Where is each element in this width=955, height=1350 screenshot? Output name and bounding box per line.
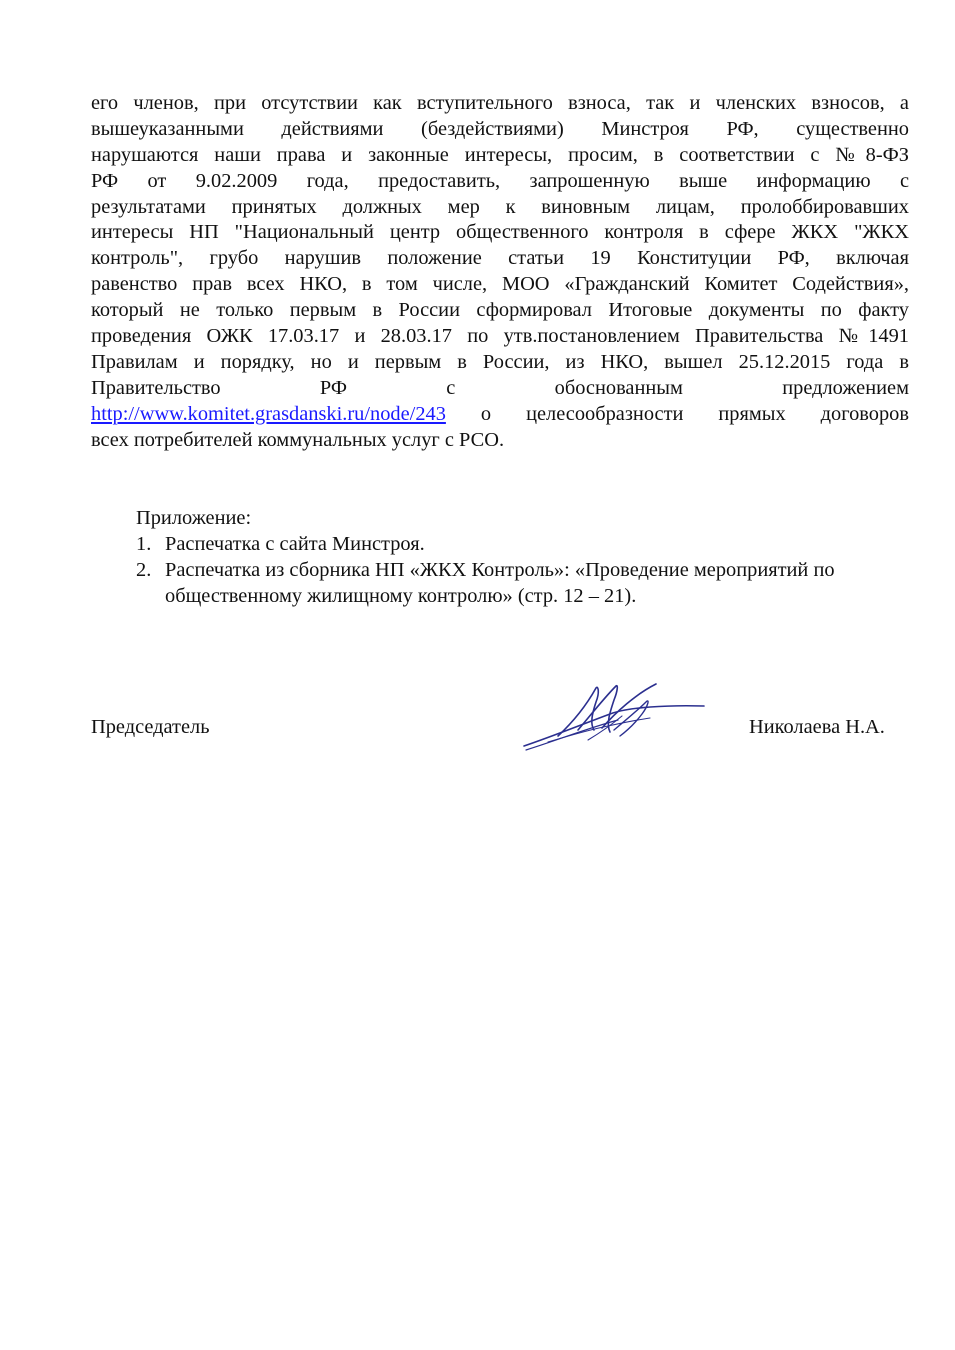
handwritten-signature: [518, 680, 708, 755]
signatory-name: Николаева Н.А.: [749, 716, 885, 738]
body-line: результатами принятых должных мер к виновным лицам, пролоббировавших: [91, 195, 909, 218]
body-line-with-link: [91, 402, 909, 428]
body-line: РФ от 9.02.2009 года, предоставить, запрошенную выше информацию с: [91, 169, 909, 192]
body-line: Правилам и порядку, но и первым в России, из НКО, вышел 25.12.2015 года в: [91, 350, 909, 373]
body-line: контроль", грубо нарушив положение статьи 19 Конституции РФ, включая: [91, 247, 909, 270]
body-line: нарушаются наши права и законные интересы, просим, в соответствии с №8-ФЗ: [91, 143, 909, 166]
body-line: вышеуказанными действиями (бездействиями) Минстроя РФ, существенно: [91, 117, 909, 140]
body-line: его членов, при отсутствии как вступительного взноса, так и членских взносов, а: [91, 92, 909, 114]
after-link-text: о целесообразности прямых договоров: [445, 402, 909, 425]
body-line: Правительство РФ с обоснованным предложением: [91, 376, 909, 399]
body-line: интересы НП "Национальный центр общественного контроля в сфере ЖКХ "ЖКХ: [91, 221, 909, 244]
appendix-title: Приложение:: [136, 507, 252, 529]
appendix-item: [136, 557, 911, 609]
appendix: [136, 505, 911, 609]
body-line-last: всех потребителей коммунальных услуг с РСО.: [91, 428, 505, 451]
appendix-item: [136, 531, 911, 557]
appendix-item-text: Распечатка из сборника НП «ЖКХ Контроль»: «Проведение мероприятий по: [165, 559, 835, 581]
appendix-item-text: общественному жилищному контролю» (стр. 12 – 21).: [165, 585, 637, 607]
komitet-link[interactable]: http://www.komitet.grasdanski.ru/node/243: [91, 402, 446, 425]
chairman-label: Председатель: [91, 716, 210, 738]
appendix-item-text: Распечатка с сайта Минстроя.: [165, 533, 425, 555]
appendix-item-number: 2.: [136, 559, 152, 581]
body-line: который не только первым в России сформировал Итоговые документы по факту: [91, 299, 909, 322]
letter-body: [91, 91, 909, 453]
body-line: равенство прав всех НКО, в том числе, МОО «Гражданский Комитет Содействия»,: [91, 273, 909, 296]
body-line: проведения ОЖК 17.03.17 и 28.03.17 по утв.постановлением Правительства №1491: [91, 325, 909, 348]
appendix-item-number: 1.: [136, 533, 152, 555]
